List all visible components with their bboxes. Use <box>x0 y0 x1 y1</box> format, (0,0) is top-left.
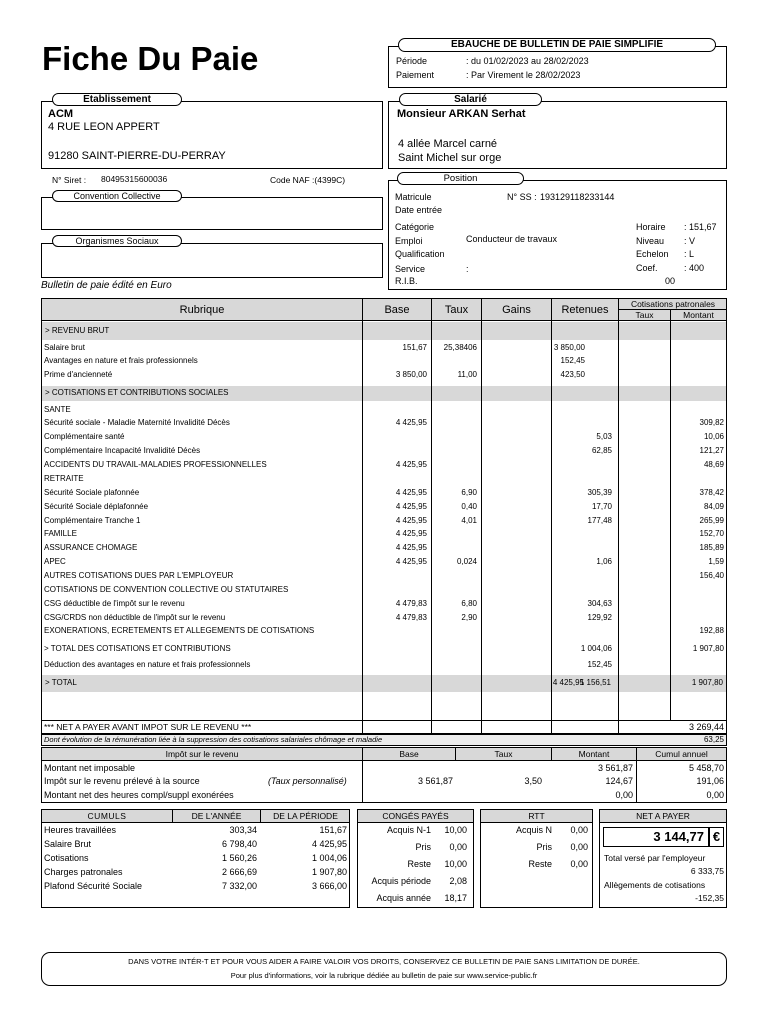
emploi-label: Emploi <box>395 236 423 246</box>
cell-base: 4 425,95 <box>395 557 427 566</box>
cell-ret: 1 156,51 <box>579 678 611 687</box>
table-row <box>41 417 727 430</box>
rib-value: 00 <box>665 276 676 286</box>
conges-pris-label: Pris <box>415 842 431 852</box>
employer-name: ACM <box>48 108 74 120</box>
heures-exonerees-cumul: 0,00 <box>706 790 724 800</box>
rtt-acquis: 0,00 <box>570 825 588 835</box>
cumuls-header: CUMULS <box>87 811 127 821</box>
cell-base: 3 850,00 <box>395 370 427 379</box>
cell-pm: 152,70 <box>699 529 724 538</box>
header-base: Base <box>384 304 410 316</box>
header-cp-taux: Taux <box>635 310 654 320</box>
table-row <box>41 556 727 569</box>
employer-address1: 4 RUE LEON APPERT <box>48 121 160 133</box>
paiement-value: : Par Virement le 28/02/2023 <box>466 70 581 80</box>
cell-base: 4 425,95 <box>395 488 427 497</box>
net-a-payer-value: 3 144,77 <box>653 829 704 844</box>
table-row <box>41 342 727 355</box>
cell-taux: 11,00 <box>457 370 477 379</box>
service-label: Service <box>395 264 426 274</box>
cell-taux: 0,40 <box>461 502 477 511</box>
cell-taux: 2,90 <box>461 613 477 622</box>
rtt-pris-label: Pris <box>536 842 552 852</box>
cell-label: COTISATIONS DE CONVENTION COLLECTIVE OU STATUTAIRES <box>44 585 289 594</box>
rib-label: R.I.B. <box>395 276 418 286</box>
cell-base: 4 425,95 <box>395 418 427 427</box>
convention-label: Convention Collective <box>52 190 182 202</box>
cell-label: SANTE <box>44 405 71 414</box>
periode-value: : du 01/02/2023 au 28/02/2023 <box>466 56 589 66</box>
cell-base: 4 479,83 <box>395 599 427 608</box>
table-row <box>41 625 727 638</box>
cumul-annee: 303,34 <box>229 825 257 835</box>
currency-symbol: € <box>712 829 721 844</box>
cell-label: Déduction des avantages en nature et frais professionnels <box>44 660 251 669</box>
cumul-label: Cotisations <box>44 853 89 863</box>
header-taux: Taux <box>444 304 469 316</box>
echelon-label: Echelon <box>636 249 669 259</box>
cell-pm: 265,99 <box>699 516 724 525</box>
allegements-value: -152,35 <box>695 893 724 903</box>
cumul-label: Charges patronales <box>44 867 123 877</box>
cell-ret: 305,39 <box>587 488 612 497</box>
table-row <box>41 501 727 514</box>
conges-acquis-n1-label: Acquis N-1 <box>386 825 431 835</box>
conges-acq-periode: 2,08 <box>449 876 467 886</box>
echelon-value: : L <box>684 249 695 259</box>
cumuls-header-annee: DE L'ANNÉE <box>191 811 242 821</box>
cell-base: 4 425,95 <box>395 543 427 552</box>
table-row <box>41 369 727 382</box>
cell-label: Sécurité Sociale plafonnée <box>44 488 140 497</box>
organismes-box <box>41 243 383 278</box>
cell-ret: 152,45 <box>587 660 612 669</box>
cell-base: 4 425,95 <box>395 516 427 525</box>
rtt-acquis-label: Acquis N <box>515 825 552 835</box>
cell-taux: 4,01 <box>461 516 477 525</box>
rtt-pris: 0,00 <box>570 842 588 852</box>
cell-pm: 192,88 <box>699 626 724 635</box>
table-row <box>41 528 727 541</box>
table-row <box>41 445 727 458</box>
coef-label: Coef. <box>636 263 658 273</box>
header-retenues: Retenues <box>561 304 609 316</box>
horaire-label: Horaire <box>636 222 666 232</box>
heures-exonerees-montant: 0,00 <box>615 790 633 800</box>
cumul-periode: 4 425,95 <box>311 839 347 849</box>
ss-value: 193129118233144 <box>540 192 615 202</box>
impot-cumul: 191,06 <box>696 776 724 786</box>
etablissement-label: Etablissement <box>52 93 182 106</box>
coef-value: : 400 <box>684 263 705 273</box>
table-row <box>41 612 727 625</box>
cell-gains: 152,45 <box>560 356 585 365</box>
section-row <box>42 386 726 401</box>
cell-base: 4 425,95 <box>395 502 427 511</box>
cell-pm: 48,69 <box>703 460 724 469</box>
cell-ret: 17,70 <box>591 502 612 511</box>
heures-exonerees-label: Montant net des heures compl/suppl exonérées <box>44 790 234 800</box>
cell-label: Avantages en nature et frais professionnels <box>44 356 198 365</box>
rtt-title: RTT <box>528 811 545 821</box>
qualification-label: Qualification <box>395 249 445 259</box>
conges-acq-annee: 18,17 <box>444 893 467 903</box>
cumul-label: Plafond Sécurité Sociale <box>44 881 143 891</box>
cell-label: CSG/CRDS non déductible de l'impôt sur le revenu <box>44 613 226 622</box>
cell-pm: 10,06 <box>703 432 724 441</box>
periode-label: Période <box>396 56 428 66</box>
cell-label: Complémentaire Tranche 1 <box>44 516 141 525</box>
cell-taux: 6,80 <box>461 599 477 608</box>
total-verse-label: Total versé par l'employeur <box>604 853 706 863</box>
niveau-value: : V <box>684 236 696 246</box>
cell-pm: 1,59 <box>708 557 724 566</box>
service-value: : <box>466 264 469 274</box>
evolution-label: Dont évolution de la rémunération liée à la suppression des cotisations salariales chômage et maladie <box>44 735 383 744</box>
cell-pm: 156,40 <box>699 571 724 580</box>
edition-note: Bulletin de paie édité en Euro <box>41 280 172 291</box>
siret-label: N° Siret : <box>52 175 87 185</box>
header-gains: Gains <box>502 304 531 316</box>
cell-label: Sécurité sociale - Maladie Maternité Invalidité Décès <box>44 418 230 427</box>
section-row <box>42 322 726 340</box>
table-row <box>41 473 727 486</box>
table-row <box>41 542 727 555</box>
total-verse-value: 6 333,75 <box>690 866 724 876</box>
table-row <box>41 598 727 611</box>
cell-label: FAMILLE <box>44 529 77 538</box>
conges-title: CONGÉS PAYÉS <box>382 811 449 821</box>
cell-pm: 84,09 <box>703 502 724 511</box>
table-row <box>41 658 727 672</box>
cell-taux: 25,38406 <box>443 343 477 352</box>
conges-reste: 10,00 <box>444 859 467 869</box>
position-label: Position <box>397 172 524 185</box>
cumul-periode: 3 666,00 <box>311 881 347 891</box>
table-row <box>41 355 727 368</box>
cumuls-header-periode: DE LA PÉRIODE <box>273 811 338 821</box>
siret-value: 80495315600036 <box>101 174 168 184</box>
impot-base: 3 561,87 <box>417 776 453 786</box>
conges-acquis-n1: 10,00 <box>444 825 467 835</box>
section-row <box>42 675 726 692</box>
draft-title: EBAUCHE DE BULLETIN DE PAIE SIMPLIFIE <box>398 38 716 52</box>
table-row <box>41 570 727 583</box>
cell-label: ASSURANCE CHOMAGE <box>44 543 138 552</box>
impot-montant: 124,67 <box>605 776 633 786</box>
cumul-periode: 151,67 <box>319 825 347 835</box>
naf-code: Code NAF :(4399C) <box>270 175 346 185</box>
cell-label: APEC <box>44 557 66 566</box>
cell-label: > TOTAL DES COTISATIONS ET CONTRIBUTIONS <box>44 644 231 653</box>
cell-gains: 3 850,00 <box>553 343 585 352</box>
matricule-label: Matricule <box>395 192 432 202</box>
cumul-annee: 6 798,40 <box>221 839 257 849</box>
cumul-periode: 1 907,80 <box>311 867 347 877</box>
net-imposable-label: Montant net imposable <box>44 763 136 773</box>
cell-taux: 0,024 <box>456 557 477 566</box>
cell-ret: 5,03 <box>596 432 612 441</box>
impot-header-cumul: Cumul annuel <box>655 749 708 759</box>
cell-label: Complémentaire santé <box>44 432 125 441</box>
employee-address1: 4 allée Marcel carné <box>398 138 498 150</box>
conges-acq-annee-label: Acquis année <box>376 893 431 903</box>
net-imposable-montant: 3 561,87 <box>597 763 633 773</box>
cell-base: 151,67 <box>402 343 427 352</box>
page-title: Fiche Du Paie <box>42 40 259 77</box>
footer-line1: DANS VOTRE INTÉR-T ET POUR VOUS AIDER A FAIRE VALOIR VOS DROITS, CONSERVEZ CE BULLETIN DE PAIE SANS LIMITATION DE DURÉE. <box>128 957 640 966</box>
cell-base: 4 425,95 <box>395 529 427 538</box>
paiement-label: Paiement <box>396 70 435 80</box>
table-row <box>41 515 727 528</box>
allegements-label: Allègements de cotisations <box>604 880 706 890</box>
cell-ret: 304,63 <box>587 599 612 608</box>
table-row <box>41 487 727 500</box>
cell-pm: 185,89 <box>699 543 724 552</box>
net-imposable-cumul: 5 458,70 <box>688 763 724 773</box>
header-cp-montant: Montant <box>683 310 714 320</box>
employee-address2: Saint Michel sur orge <box>398 152 502 164</box>
net-avant-impot-label: *** NET A PAYER AVANT IMPOT SUR LE REVENU *** <box>44 722 252 732</box>
cumul-annee: 2 666,69 <box>221 867 257 877</box>
net-a-payer-title: NET A PAYER <box>636 811 690 821</box>
cell-base: 4 425,95 <box>395 460 427 469</box>
cell-pm: 121,27 <box>699 446 724 455</box>
cell-label: > TOTAL <box>45 678 77 687</box>
cell-label: > COTISATIONS ET CONTRIBUTIONS SOCIALES <box>45 388 229 397</box>
table-row <box>41 584 727 597</box>
cell-label: Salaire brut <box>44 343 85 352</box>
impot-header-taux: Taux <box>494 749 513 759</box>
cell-ret: 177,48 <box>587 516 612 525</box>
table-row <box>41 404 727 417</box>
cell-ret: 1,06 <box>596 557 612 566</box>
impot-header-base: Base <box>399 749 419 759</box>
rtt-reste: 0,00 <box>570 859 588 869</box>
cell-label: > REVENU BRUT <box>45 326 110 335</box>
cumul-annee: 7 332,00 <box>221 881 257 891</box>
horaire-value: : 151,67 <box>684 222 717 232</box>
cell-label: AUTRES COTISATIONS DUES PAR L'EMPLOYEUR <box>44 571 234 580</box>
cell-label: RETRAITE <box>44 474 84 483</box>
cell-pm: 378,42 <box>699 488 724 497</box>
net-avant-impot-value: 3 269,44 <box>688 722 724 732</box>
cell-label: Complémentaire Incapacité Invalidité Décès <box>44 446 201 455</box>
evolution-value: 63,25 <box>703 735 724 744</box>
table-row <box>41 459 727 472</box>
cell-pm: 1 907,80 <box>691 678 723 687</box>
impot-taux-note: (Taux personnalisé) <box>268 776 347 786</box>
cell-gains: 423,50 <box>560 370 585 379</box>
period-box <box>388 46 727 88</box>
cell-taux: 6,90 <box>461 488 477 497</box>
cell-ret: 62,85 <box>591 446 612 455</box>
cell-gains: 4 425,95 <box>552 678 584 687</box>
ss-label: N° SS : <box>507 192 537 202</box>
categorie-label: Catégorie <box>395 222 435 232</box>
table-row <box>41 431 727 444</box>
footer-line2: Pour plus d'informations, voir la rubrique dédiée au bulletin de paie sur www.service-public.fr <box>230 971 538 980</box>
cell-label: Prime d'ancienneté <box>44 370 113 379</box>
cell-label: Sécurité Sociale déplafonnée <box>44 502 149 511</box>
conges-acq-periode-label: Acquis période <box>371 876 431 886</box>
date-entree-label: Date entrée <box>395 205 443 215</box>
header-rubrique: Rubrique <box>179 304 225 316</box>
conges-reste-label: Reste <box>407 859 431 869</box>
salarie-label: Salarié <box>399 93 542 106</box>
cell-pm: 1 907,80 <box>692 644 724 653</box>
cell-label: EXONERATIONS, ECRETEMENTS ET ALLEGEMENTS DE COTISATIONS <box>44 626 315 635</box>
header-cotis-pat: Cotisations patronales <box>630 299 716 309</box>
cell-label: ACCIDENTS DU TRAVAIL-MALADIES PROFESSIONNELLES <box>44 460 267 469</box>
impot-header: Impôt sur le revenu <box>165 749 239 759</box>
cell-label: CSG déductible de l'impôt sur le revenu <box>44 599 185 608</box>
emploi-value: Conducteur de travaux <box>466 234 558 244</box>
organismes-label: Organismes Sociaux <box>52 235 182 247</box>
table-row <box>41 642 727 656</box>
cumul-label: Heures travaillées <box>44 825 117 835</box>
impot-prelevement-label: Impôt sur le revenu prélevé à la source <box>44 776 200 786</box>
niveau-label: Niveau <box>636 236 665 246</box>
employee-name: Monsieur ARKAN Serhat <box>397 108 526 120</box>
employer-address2: 91280 SAINT-PIERRE-DU-PERRAY <box>48 150 226 162</box>
cell-ret: 1 004,06 <box>580 644 612 653</box>
impot-taux: 3,50 <box>524 776 542 786</box>
cell-pm: 309,82 <box>699 418 724 427</box>
cumul-annee: 1 560,26 <box>221 853 257 863</box>
impot-header-montant: Montant <box>578 749 610 759</box>
cell-base: 4 479,83 <box>395 613 427 622</box>
rtt-reste-label: Reste <box>528 859 552 869</box>
cumul-label: Salaire Brut <box>44 839 92 849</box>
conges-pris: 0,00 <box>449 842 467 852</box>
cumul-periode: 1 004,06 <box>311 853 347 863</box>
cell-ret: 129,92 <box>587 613 612 622</box>
